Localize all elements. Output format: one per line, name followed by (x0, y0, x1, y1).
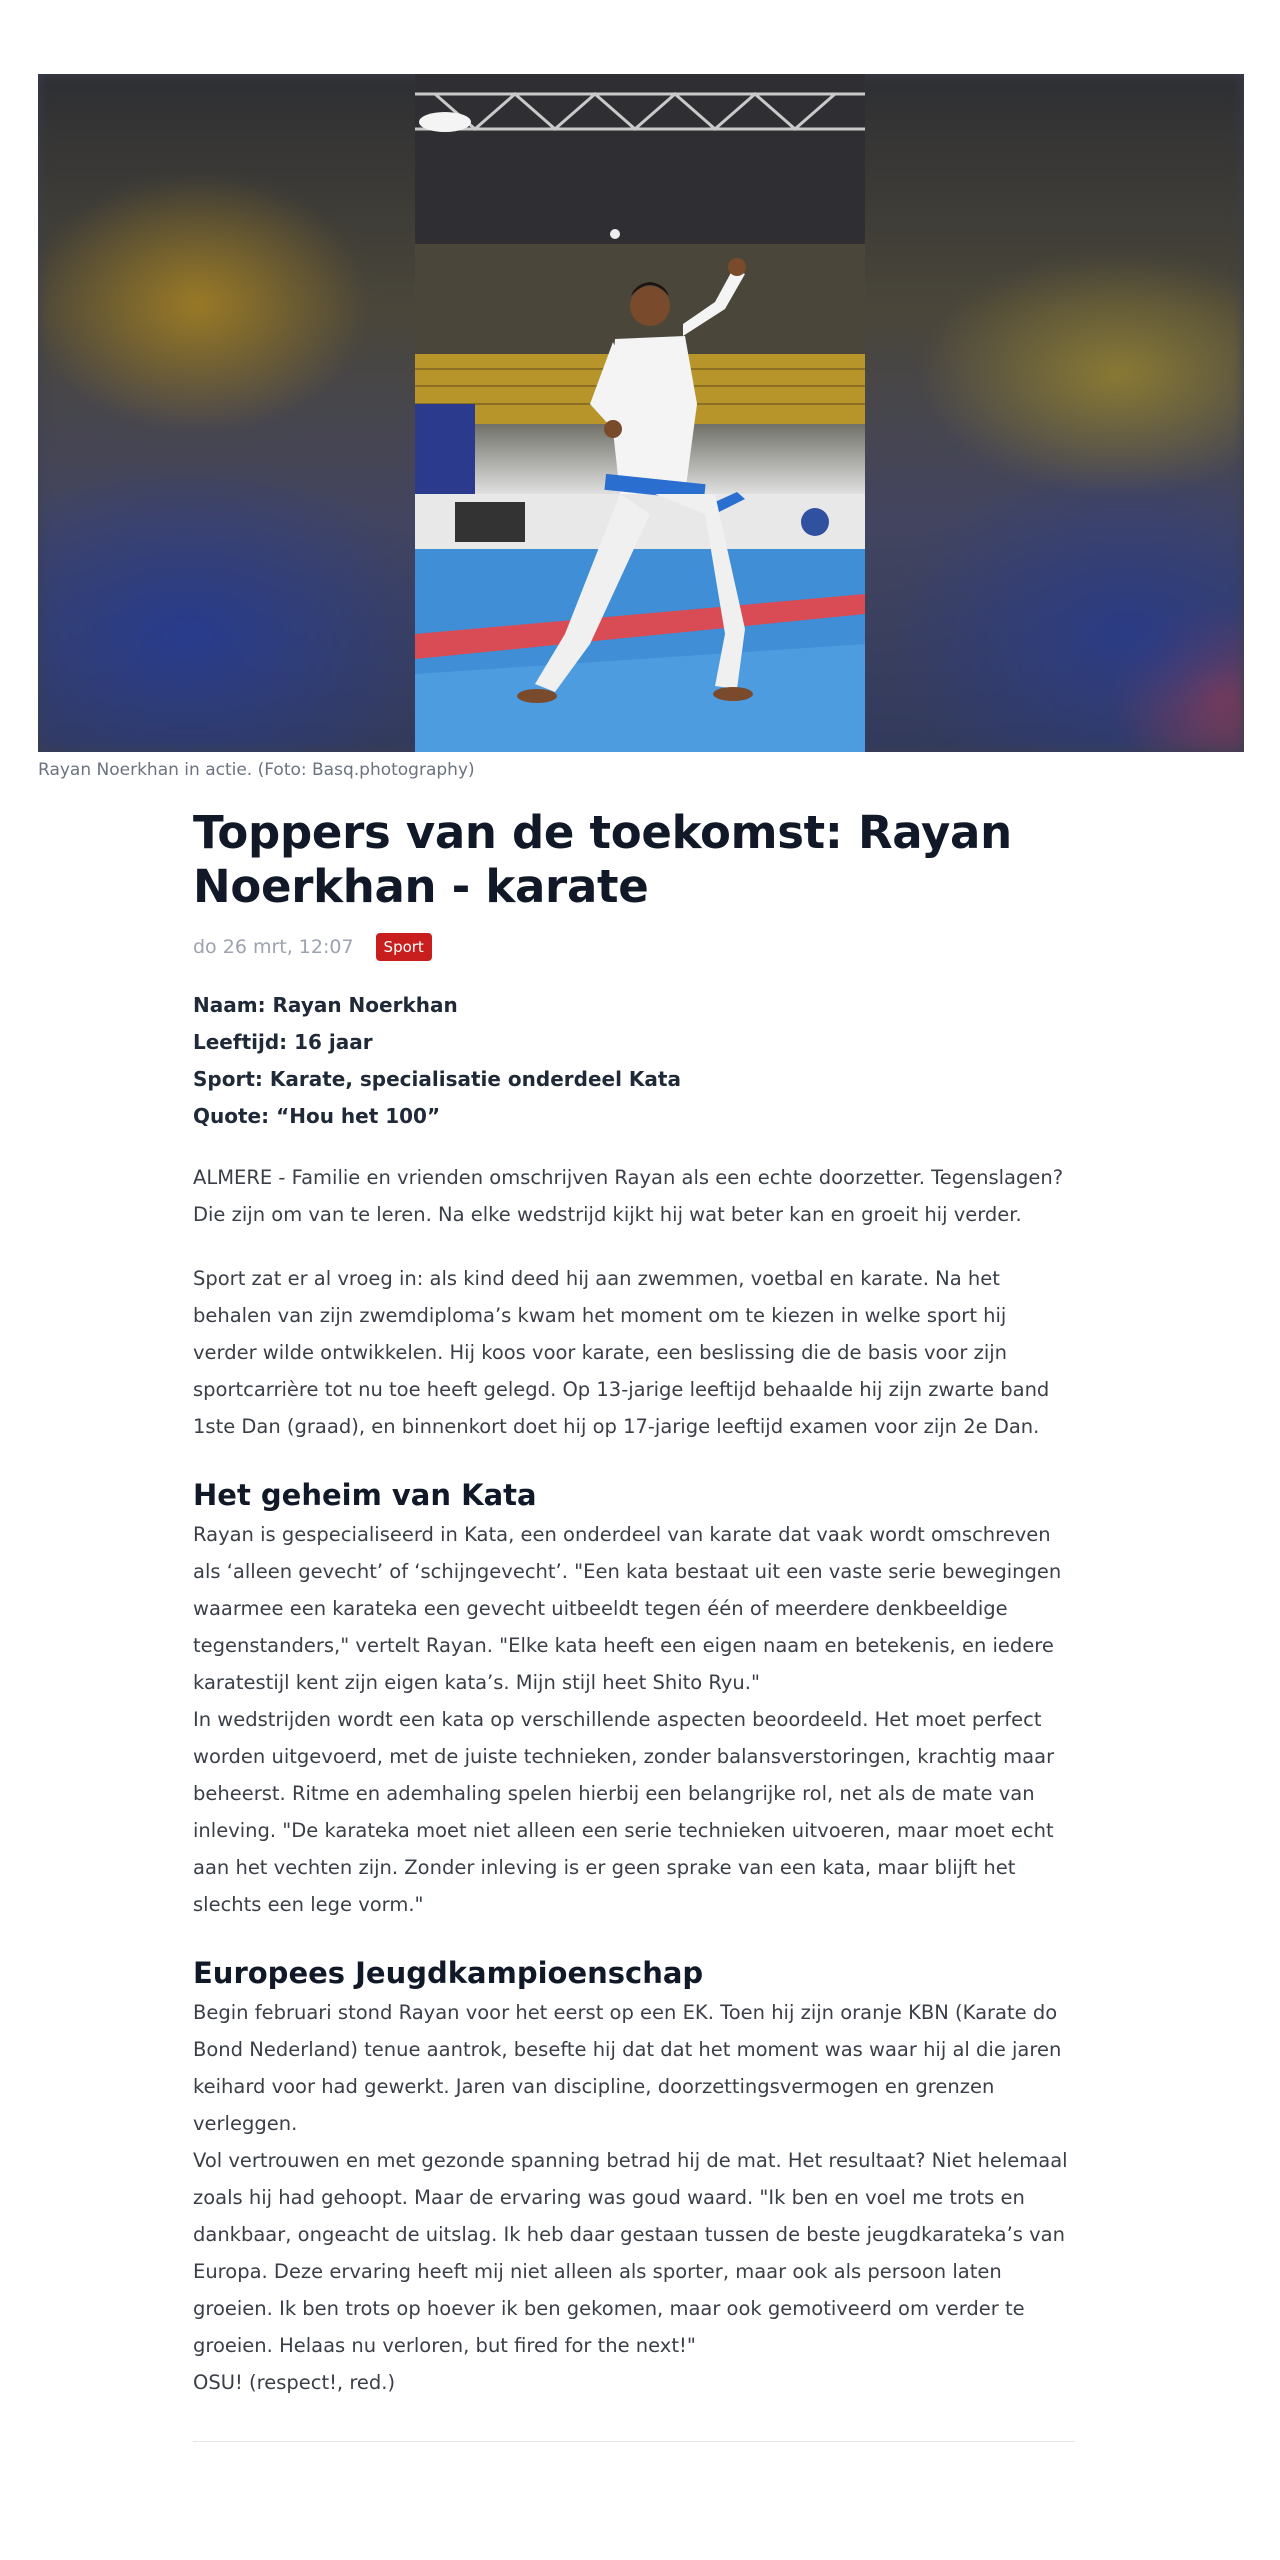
intro-paragraph: ALMERE - Familie en vrienden omschrijven Rayan als een echte doorzetter. Tegenslagen? Die zijn om van te leren. Na elke wedstrijd kijkt hij wat beter kan en groeit hij verder. (193, 1166, 1064, 1226)
article-meta (193, 932, 1075, 962)
fact-sport: Sport: Karate, specialisatie onderdeel Kata (193, 1067, 681, 1091)
article-divider (193, 2441, 1075, 2442)
hero-image (38, 74, 1244, 752)
fact-quote: Quote: “Hou het 100” (193, 1104, 441, 1128)
karateka-illustration (415, 74, 865, 752)
body-paragraph: Begin februari stond Rayan voor het eerst op een EK. Toen hij zijn oranje KBN (Karate do Bond Nederland) tenue aantrok, besefte hij dat dat het moment was waar hij al die jaren keihard voor had gewerkt. Jaren van discipline, doorzettingsvermogen en grenzen verleggen. (193, 2001, 1062, 2135)
section-heading-kata: Het geheim van Kata (193, 1478, 537, 1512)
section-heading-ek: Europees Jeugdkampioenschap (193, 1956, 704, 1990)
body-paragraph: Vol vertrouwen en met gezonde spanning betrad hij de mat. Het resultaat? Niet helemaal zoals hij had gehoopt. Maar de ervaring was goud waard. "Ik ben en voel me trots en dankbaar, ongeacht de uitslag. Ik heb daar gestaan tussen de beste jeugdkarateka’s van Europa. Deze ervaring heeft mij niet alleen als sporter, maar ook als persoon laten groeien. Ik ben trots op hoever ik ben gekomen, maar ook gemotiveerd om verder te groeien. Helaas nu verloren, but fired for the next!" (193, 2149, 1068, 2357)
closing-line: OSU! (respect!, red.) (193, 2371, 396, 2394)
photo-caption: Rayan Noerkhan in actie. (Foto: Basq.photography) (38, 760, 475, 780)
body-paragraph: In wedstrijden wordt een kata op verschillende aspecten beoordeeld. Het moet perfect worden uitgevoerd, met de juiste technieken, zonder balansverstoringen, krachtig maar beheerst. Ritme en ademhaling spelen hierbij een belangrijke rol, net als de mate van inleving. "De karateka moet niet alleen een serie technieken uitvoeren, maar moet echt aan het vechten zijn. Zonder inleving is er geen sprake van een kata, maar blijft het slechts een lege vorm." (193, 1708, 1055, 1916)
body-paragraph: Sport zat er al vroeg in: als kind deed hij aan zwemmen, voetbal en karate. Na het behalen van zijn zwemdiploma’s kwam het moment om te kiezen in welke sport hij verder wilde ontwikkelen. Hij koos voor karate, een beslissing die de basis voor zijn sportcarrière tot nu toe heeft gelegd. Op 13-jarige leeftijd behaalde hij zijn zwarte band 1ste Dan (graad), en binnenkort doet hij op 17-jarige leeftijd examen voor zijn 2e Dan. (193, 1267, 1050, 1438)
fact-age: Leeftijd: 16 jaar (193, 1030, 373, 1054)
fact-list (193, 987, 1075, 1135)
body-paragraph: Rayan is gespecialiseerd in Kata, een onderdeel van karate dat vaak wordt omschreven als ‘alleen gevecht’ of ‘schijngevecht’. "Een kata bestaat uit een vaste serie bewegingen waarmee een karateka een gevecht uitbeeldt tegen één of meerdere denkbeeldige tegenstanders," vertelt Rayan. "Elke kata heeft een eigen naam en betekenis, en iedere karatestijl kent zijn eigen kata’s. Mijn stijl heet Shito Ryu." (193, 1523, 1062, 1694)
fact-name: Naam: Rayan Noerkhan (193, 993, 458, 1017)
article-title: Toppers van de toekomst: Rayan Noerkhan - karate (193, 806, 1012, 913)
publish-date: do 26 mrt, 12:07 (193, 936, 354, 958)
article (193, 806, 1075, 2442)
karate-photo (415, 74, 865, 752)
category-badge[interactable]: Sport (376, 933, 432, 961)
